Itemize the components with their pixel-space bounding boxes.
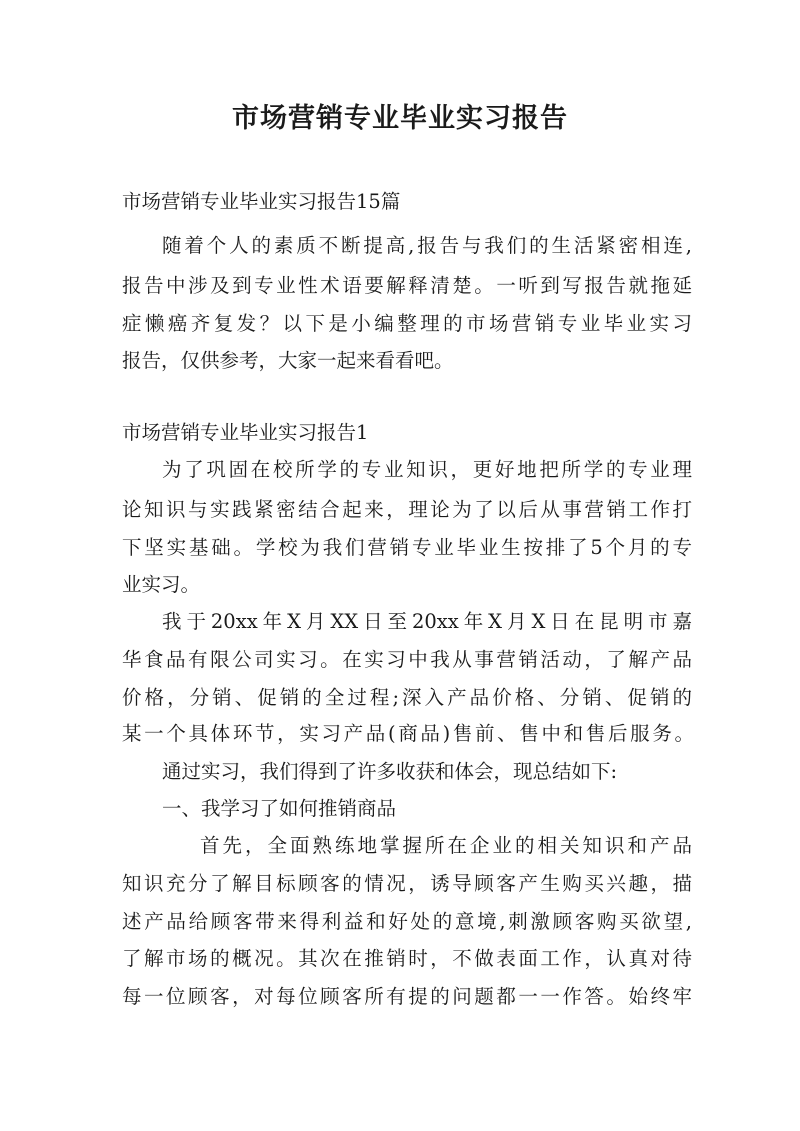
collection-heading: 市场营销专业毕业实习报告15篇 [122, 190, 401, 213]
body-line: 通过实习，我们得到了许多收获和体会，现总结如下: [162, 760, 618, 783]
body-line: 价格，分销、促销的全过程;深入产品价格、分销、促销的 [122, 686, 692, 709]
intro-line: 报告中涉及到专业性术语要解释清楚。一听到写报告就拖延 [122, 274, 692, 297]
intro-line: 症懒癌齐复发？以下是小编整理的市场营销专业毕业实习 [122, 312, 692, 335]
body-line: 下坚实基础。学校为我们营销专业毕业生按排了5个月的专 [122, 536, 692, 559]
body-line: 每一位顾客，对每位顾客所有提的问题都一一作答。始终牢 [122, 985, 692, 1008]
sub-heading: 一、我学习了如何推销商品 [162, 797, 397, 820]
body-line: 首先，全面熟练地掌握所在企业的相关知识和产品 [200, 834, 692, 857]
body-line: 业实习。 [122, 573, 201, 596]
intro-line: 随着个人的素质不断提高,报告与我们的生活紧密相连, [162, 234, 692, 257]
intro-line: 报告，仅供参考，大家一起来看看吧。 [122, 349, 454, 372]
body-line: 我于20xx年X月XX日至20xx年X月X日在昆明市嘉 [162, 610, 692, 633]
body-line: 某一个具体环节，实习产品(商品)售前、售中和售后服务。 [122, 722, 694, 745]
body-line: 论知识与实践紧密结合起来，理论为了以后从事营销工作打 [122, 498, 692, 521]
body-line: 述产品给顾客带来得利益和好处的意境,刺激顾客购买欲望, [122, 910, 692, 933]
body-line: 知识充分了解目标顾客的情况，诱导顾客产生购买兴趣，描 [122, 872, 692, 895]
body-line: 为了巩固在校所学的专业知识，更好地把所学的专业理 [162, 458, 692, 481]
body-line: 华食品有限公司实习。在实习中我从事营销活动，了解产品 [122, 648, 692, 671]
report-heading: 市场营销专业毕业实习报告1 [122, 421, 369, 444]
document-title: 市场营销专业毕业实习报告 [232, 103, 568, 134]
body-line: 了解市场的概况。其次在推销时，不做表面工作，认真对待 [122, 947, 692, 970]
